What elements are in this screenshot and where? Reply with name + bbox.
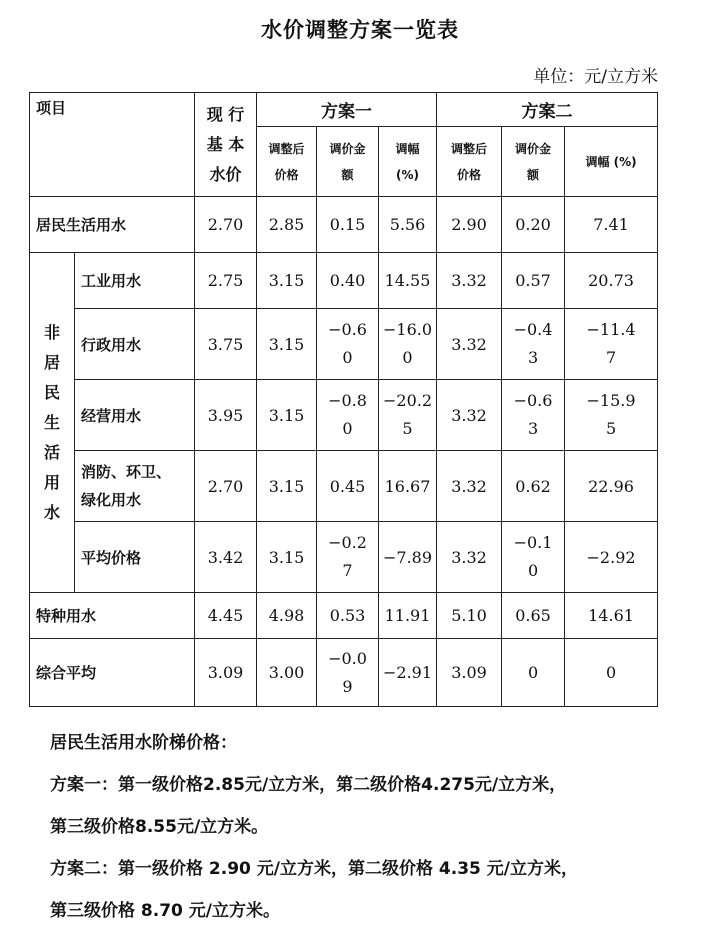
table-row: 综合平均 3.09 3.00 −0.0 9 −2.91 3.09 0 0 [30,639,658,707]
notes-line: 方案一：第一级价格2.85元/立方米，第二级价格4.275元/立方米， [50,775,567,795]
table-row: 非 居 民 生 活 用 水 工业用水 2.75 3.15 0.40 14.55 3.32 0.57 20.73 [30,253,658,309]
header-plan1: 方案一 [257,93,437,127]
header-base-price: 现 行 基 本 水价 [195,93,257,197]
notes-line: 第三级价格 8.70 元/立方米。 [50,901,280,921]
header-plan2-amount: 调价金 额 [502,127,565,197]
tiered-price-notes [50,722,578,932]
unit-note: 单位：元/立方米 [533,67,658,87]
page-title: 水价调整方案一览表 [261,18,459,42]
header-plan1-price: 调整后 价格 [257,127,317,197]
notes-line: 第三级价格8.55元/立方米。 [50,817,269,837]
nonresidential-label: 非 居 民 生 活 用 水 [30,253,75,593]
notes-heading: 居民生活用水阶梯价格： [50,733,237,753]
table-row: 平均价格 3.42 3.15 −0.2 7 −7.89 3.32 −0.1 0 −2.92 [30,522,658,593]
table-row: 经营用水 3.95 3.15 −0.8 0 −20.2 5 3.32 −0.6 3 −15.9 5 [30,380,658,451]
table-row: 消防、环卫、 绿化用水 2.70 3.15 0.45 16.67 3.32 0.62 22.96 [30,451,658,522]
header-plan1-amount: 调价金 额 [317,127,379,197]
notes-line: 方案二：第一级价格 2.90 元/立方米，第二级价格 4.35 元/立方米， [50,859,578,879]
header-plan1-rate: 调幅 (%) [379,127,437,197]
header-plan2: 方案二 [437,93,658,127]
water-price-table [29,92,658,707]
header-plan2-price: 调整后 价格 [437,127,502,197]
table-row: 特种用水 4.45 4.98 0.53 11.91 5.10 0.65 14.61 [30,593,658,639]
table-row: 行政用水 3.75 3.15 −0.6 0 −16.0 0 3.32 −0.4 3 −11.4 7 [30,309,658,380]
header-plan2-rate: 调幅 (%) [565,127,658,197]
table-row: 居民生活用水 2.70 2.85 0.15 5.56 2.90 0.20 7.41 [30,197,658,253]
header-item: 项目 [30,93,195,197]
